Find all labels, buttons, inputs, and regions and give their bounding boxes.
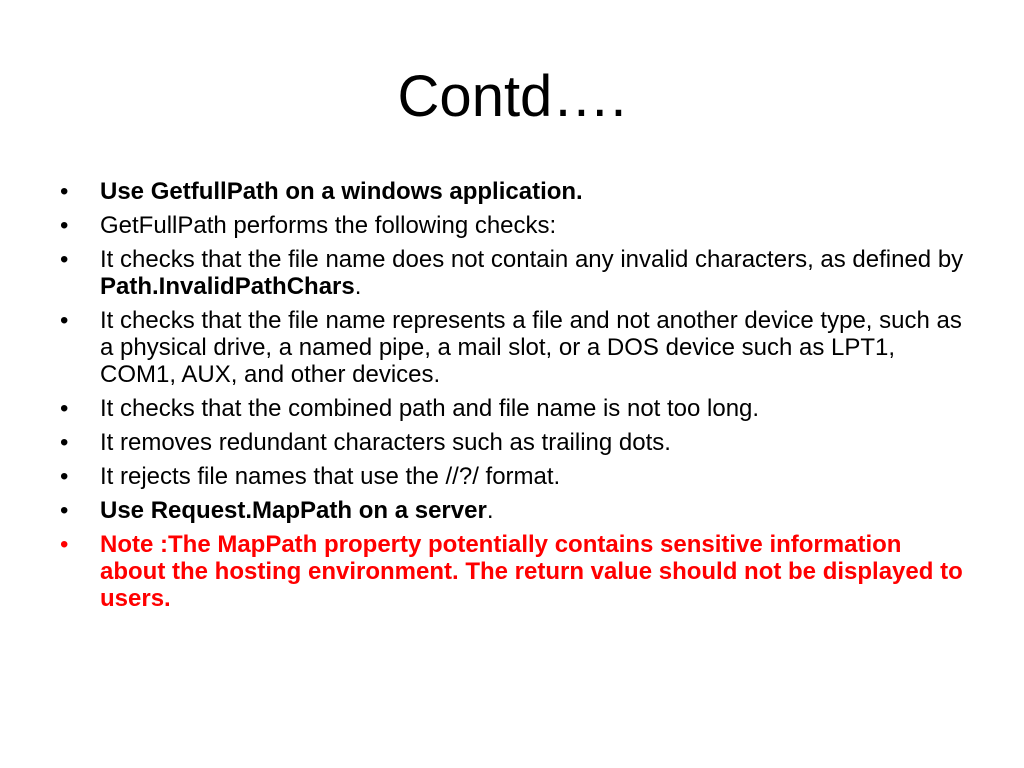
bullet-marker: • [60,212,69,239]
bullet-marker: • [60,178,69,205]
bullet-text: GetFullPath performs the following checks: [100,212,557,239]
bullet-punctuation: . [354,273,362,300]
bullet-item-format-reject [56,463,966,490]
bullet-item-path-length [56,395,966,422]
bullet-code-term: Path.InvalidPathChars [100,273,355,300]
bullet-item-invalid-chars [56,246,966,300]
bullet-marker: • [60,429,69,456]
bullet-item-device-type [56,307,966,388]
bullet-marker: • [60,395,69,422]
bullet-text: Note :The MapPath property potentially contains sensitive information about the hosting environment. The return value should not be displayed to users. [100,531,963,612]
bullet-text: It rejects file names that use the //?/ format. [100,463,561,490]
slide-title: Contd…. [397,64,627,129]
bullet-marker: • [60,531,69,558]
bullet-text: Use Request.MapPath on a server [100,497,487,524]
bullet-marker: • [60,307,69,334]
bullet-text: It checks that the file name does not contain any invalid characters, as defined by [100,246,964,273]
bullet-punctuation: . [486,497,494,524]
bullet-item-getfullpath-heading [56,178,966,205]
bullet-item-redundant-chars [56,429,966,456]
bullet-item-checks-intro [56,212,966,239]
bullet-item-security-note [56,531,966,612]
bullet-item-mappath-heading [56,497,966,524]
bullet-text: It removes redundant characters such as trailing dots. [100,429,671,456]
bullet-marker: • [60,497,69,524]
bullet-list [56,178,966,619]
bullet-text: It checks that the combined path and file name is not too long. [100,395,760,422]
bullet-marker: • [60,246,69,273]
bullet-text: It checks that the file name represents a file and not another device type, such as a physical drive, a named pipe, a mail slot, or a DOS device such as LPT1, COM1, AUX, and other devices. [100,307,962,388]
bullet-marker: • [60,463,69,490]
bullet-text: Use GetfullPath on a windows application. [100,178,583,205]
